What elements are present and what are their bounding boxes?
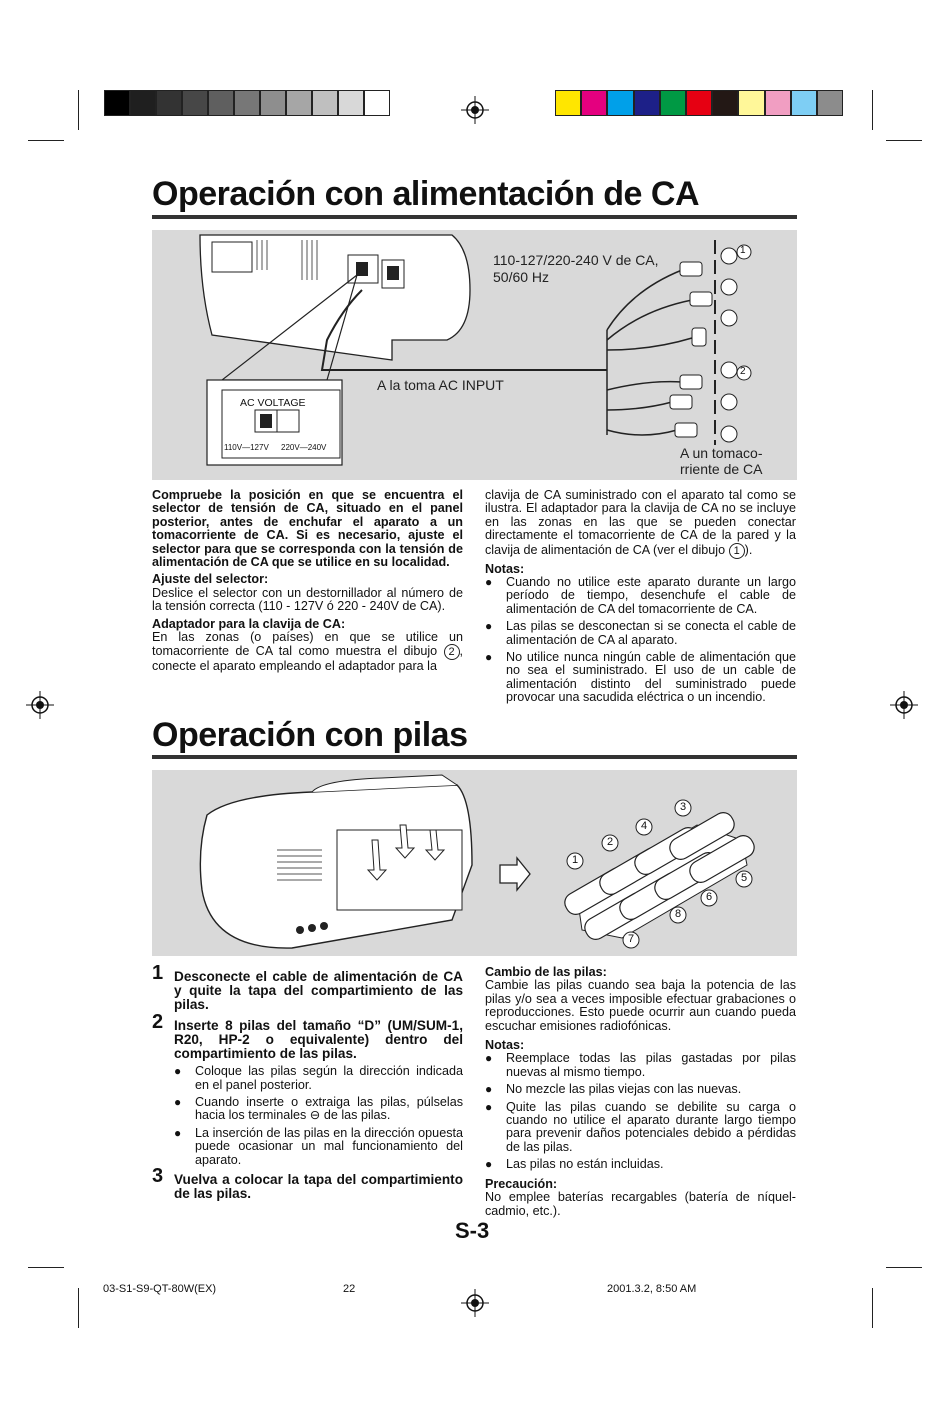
- registration-mark-icon: [890, 691, 918, 719]
- crop-mark: [886, 1267, 922, 1268]
- ac-section-title: Operación con alimentación de CA: [152, 175, 700, 213]
- crop-mark: [886, 140, 922, 141]
- ac-note: ● Cuando no utilice este aparato durante un largo período de tiempo, desenchufe el cable de alimentación de CA del tomacorriente de CA.: [485, 576, 796, 616]
- battery-step: [152, 1010, 463, 1062]
- battery-notes-heading: Notas:: [485, 1038, 525, 1053]
- switch-high-b: 240V: [307, 443, 327, 452]
- crop-mark: [872, 1288, 873, 1328]
- adapter-body-a: En las zonas (o países) en que se utilice un tomacorriente de CA tal como muestra el dibujo: [152, 630, 463, 659]
- swatch: [260, 90, 286, 116]
- crop-mark: [28, 1267, 64, 1268]
- switch-high-a: 220V: [281, 443, 300, 452]
- swatch: [712, 90, 738, 116]
- step2-bullets: [152, 1065, 463, 1167]
- swatch: [686, 90, 712, 116]
- title-rule: [152, 215, 797, 219]
- swatch: [286, 90, 312, 116]
- caution-heading: Precaución:: [485, 1176, 558, 1191]
- title-rule: [152, 755, 797, 759]
- adapter-body: [152, 631, 463, 674]
- step-text: Desconecte el cable de alimentación de CA y quite la tapa del compartimiento de las pilas.: [174, 969, 463, 1013]
- ac-intro: Compruebe la posición en que se encuentra el selector de tensión de CA, situado en el panel posterior, antes de enchufar el aparato a un tomacorriente de CA. Si es necesario, ajuste el selector para que se corresponda con la tensión de alimentación de CA que se utilice en su localidad.: [152, 488, 463, 570]
- ac-figure-panel: [152, 230, 797, 480]
- swatch: [208, 90, 234, 116]
- voltage-label-line2: 50/60 Hz: [493, 269, 550, 285]
- registration-mark-icon: [461, 96, 489, 124]
- battery-step: [152, 1165, 463, 1202]
- ref-2-icon: 2: [444, 644, 460, 660]
- footer-left: 03-S1-S9-QT-80W(EX): [103, 1283, 217, 1295]
- ac-text-left: [152, 489, 463, 678]
- ac-note: ● Las pilas se desconectan si se conecta el cable de alimentación de CA al aparato.: [485, 620, 796, 647]
- footer-center: 22: [343, 1283, 356, 1295]
- swatch: [607, 90, 633, 116]
- battery-note: ● Las pilas no están incluidas.: [485, 1158, 796, 1171]
- swatch: [338, 90, 364, 116]
- adapter-body-b: , conecte el aparato empleando el adaptador para la: [152, 644, 463, 674]
- switch-range-high: 220V—240V: [281, 443, 327, 452]
- crop-mark: [872, 90, 873, 130]
- step2-bullet: ● Cuando inserte o extraiga las pilas, púlselas hacia los terminales ⊖ de las pilas.: [174, 1096, 463, 1123]
- switch-title: AC VOLTAGE: [240, 397, 306, 409]
- step-text: Inserte 8 pilas del tamaño “D” (UM/SUM-1, R20, HP-2 o equivalente) dentro del compartimiento de las pilas.: [174, 1017, 463, 1062]
- battery-note: ● No mezcle las pilas viejas con las nuevas.: [485, 1083, 796, 1096]
- battery-figure-panel: [152, 770, 797, 956]
- registration-mark-icon: [26, 691, 54, 719]
- registration-mark-icon: [461, 1289, 489, 1317]
- battery-installation-diagram: [152, 770, 797, 956]
- switch-range-low: 110V—127V: [224, 443, 269, 452]
- step2-bullet: ● Coloque las pilas según la dirección indicada en el panel posterior.: [174, 1065, 463, 1092]
- adapter-body-c: clavija de CA suministrado con el aparato tal como se ilustra. El adaptador para la clavija de CA no se incluye en las zonas en las que se pueden conectar directamente el tomacorriente de CA de la pared y la clavija de alimentación de CA (ver el dibujo: [485, 488, 796, 557]
- adapter-heading: Adaptador para la clavija de CA:: [152, 616, 346, 631]
- swatch: [130, 90, 156, 116]
- ac-text-right: [485, 489, 796, 709]
- selector-heading: Ajuste del selector:: [152, 572, 269, 587]
- battery-note: ● Reemplace todas las pilas gastadas por pilas nuevas al mismo tiempo.: [485, 1052, 796, 1079]
- switch-low-a: 110V: [224, 443, 243, 452]
- selector-body: Deslice el selector con un destornillador al número de la tensión correcta (110 - 127V ó 220 - 240V de CA).: [152, 585, 463, 614]
- swatch: [182, 90, 208, 116]
- ac-note: ● No utilice nunca ningún cable de alimentación que no sea el suministrado. El uso de un cable de alimentación distinto del suministrado puede provocar una sacudida eléctrica o un incendio.: [485, 651, 796, 705]
- caution-body: No emplee baterías recargables (batería de níquel-cadmio, etc.).: [485, 1190, 796, 1218]
- step-number: 1: [152, 962, 164, 984]
- battery-label-7: 7: [628, 933, 635, 945]
- step-number: 3: [152, 1165, 164, 1188]
- swatch: [364, 90, 390, 116]
- battery-label-1: 1: [572, 854, 579, 866]
- battery-steps: [152, 962, 463, 1205]
- switch-low-b: 127V: [250, 443, 269, 452]
- battery-note: ● Quite las pilas cuando se debilite su carga o cuando no utilice el aparato durante largo tiempo para prevenir daños potenciales debido a pérdidas de las pilas.: [485, 1101, 796, 1155]
- change-heading: Cambio de las pilas:: [485, 965, 607, 979]
- swatch: [634, 90, 660, 116]
- swatch: [555, 90, 581, 116]
- swatch: [660, 90, 686, 116]
- battery-text-right: [485, 966, 796, 1222]
- ac-notes-heading: Notas:: [485, 561, 525, 576]
- swatch: [312, 90, 338, 116]
- battery-label-8: 8: [675, 908, 682, 920]
- swatch: [156, 90, 182, 116]
- swatch: [738, 90, 764, 116]
- swatch: [234, 90, 260, 116]
- callout-2: 2: [740, 366, 746, 377]
- change-body: Cambie las pilas cuando sea baja la potencia de las pilas y/o sea a veces imposible efectuar grabaciones o reproducciones. Esto puede ocurrir aun cuando pueda escuchar emisiones radiofónicas.: [485, 978, 796, 1033]
- battery-step: [152, 962, 463, 1013]
- battery-label-4: 4: [641, 820, 648, 832]
- battery-label-5: 5: [741, 872, 748, 884]
- outlet-label-line1: A un tomaco-: [680, 445, 763, 461]
- callout-1: 1: [740, 245, 746, 256]
- adapter-body-d: ).: [744, 542, 753, 557]
- ac-input-label: A la toma AC INPUT: [377, 377, 504, 393]
- crop-mark: [78, 90, 79, 130]
- voltage-label-line1: 110-127/220-240 V de CA,: [493, 252, 659, 268]
- battery-label-2: 2: [607, 836, 614, 848]
- step-text: Vuelva a colocar la tapa del compartimiento de las pilas.: [174, 1172, 463, 1202]
- battery-section-title: Operación con pilas: [152, 716, 468, 754]
- page-number: S-3: [455, 1218, 490, 1243]
- step2-bullet: ● La inserción de las pilas en la dirección opuesta puede ocasionar un mal funcionamiento del aparato.: [174, 1127, 463, 1167]
- swatch: [581, 90, 607, 116]
- battery-label-6: 6: [706, 891, 713, 903]
- swatch: [817, 90, 843, 116]
- swatch: [765, 90, 791, 116]
- battery-label-3: 3: [680, 801, 687, 813]
- ref-1-icon: 1: [729, 543, 745, 559]
- swatch: [791, 90, 817, 116]
- crop-mark: [28, 140, 64, 141]
- step-number: 2: [152, 1010, 164, 1033]
- adapter-continued: [485, 489, 796, 559]
- footer-right: 2001.3.2, 8:50 AM: [607, 1283, 697, 1295]
- swatch: [104, 90, 130, 116]
- crop-mark: [78, 1288, 79, 1328]
- outlet-label-line2: rriente de CA: [680, 461, 763, 477]
